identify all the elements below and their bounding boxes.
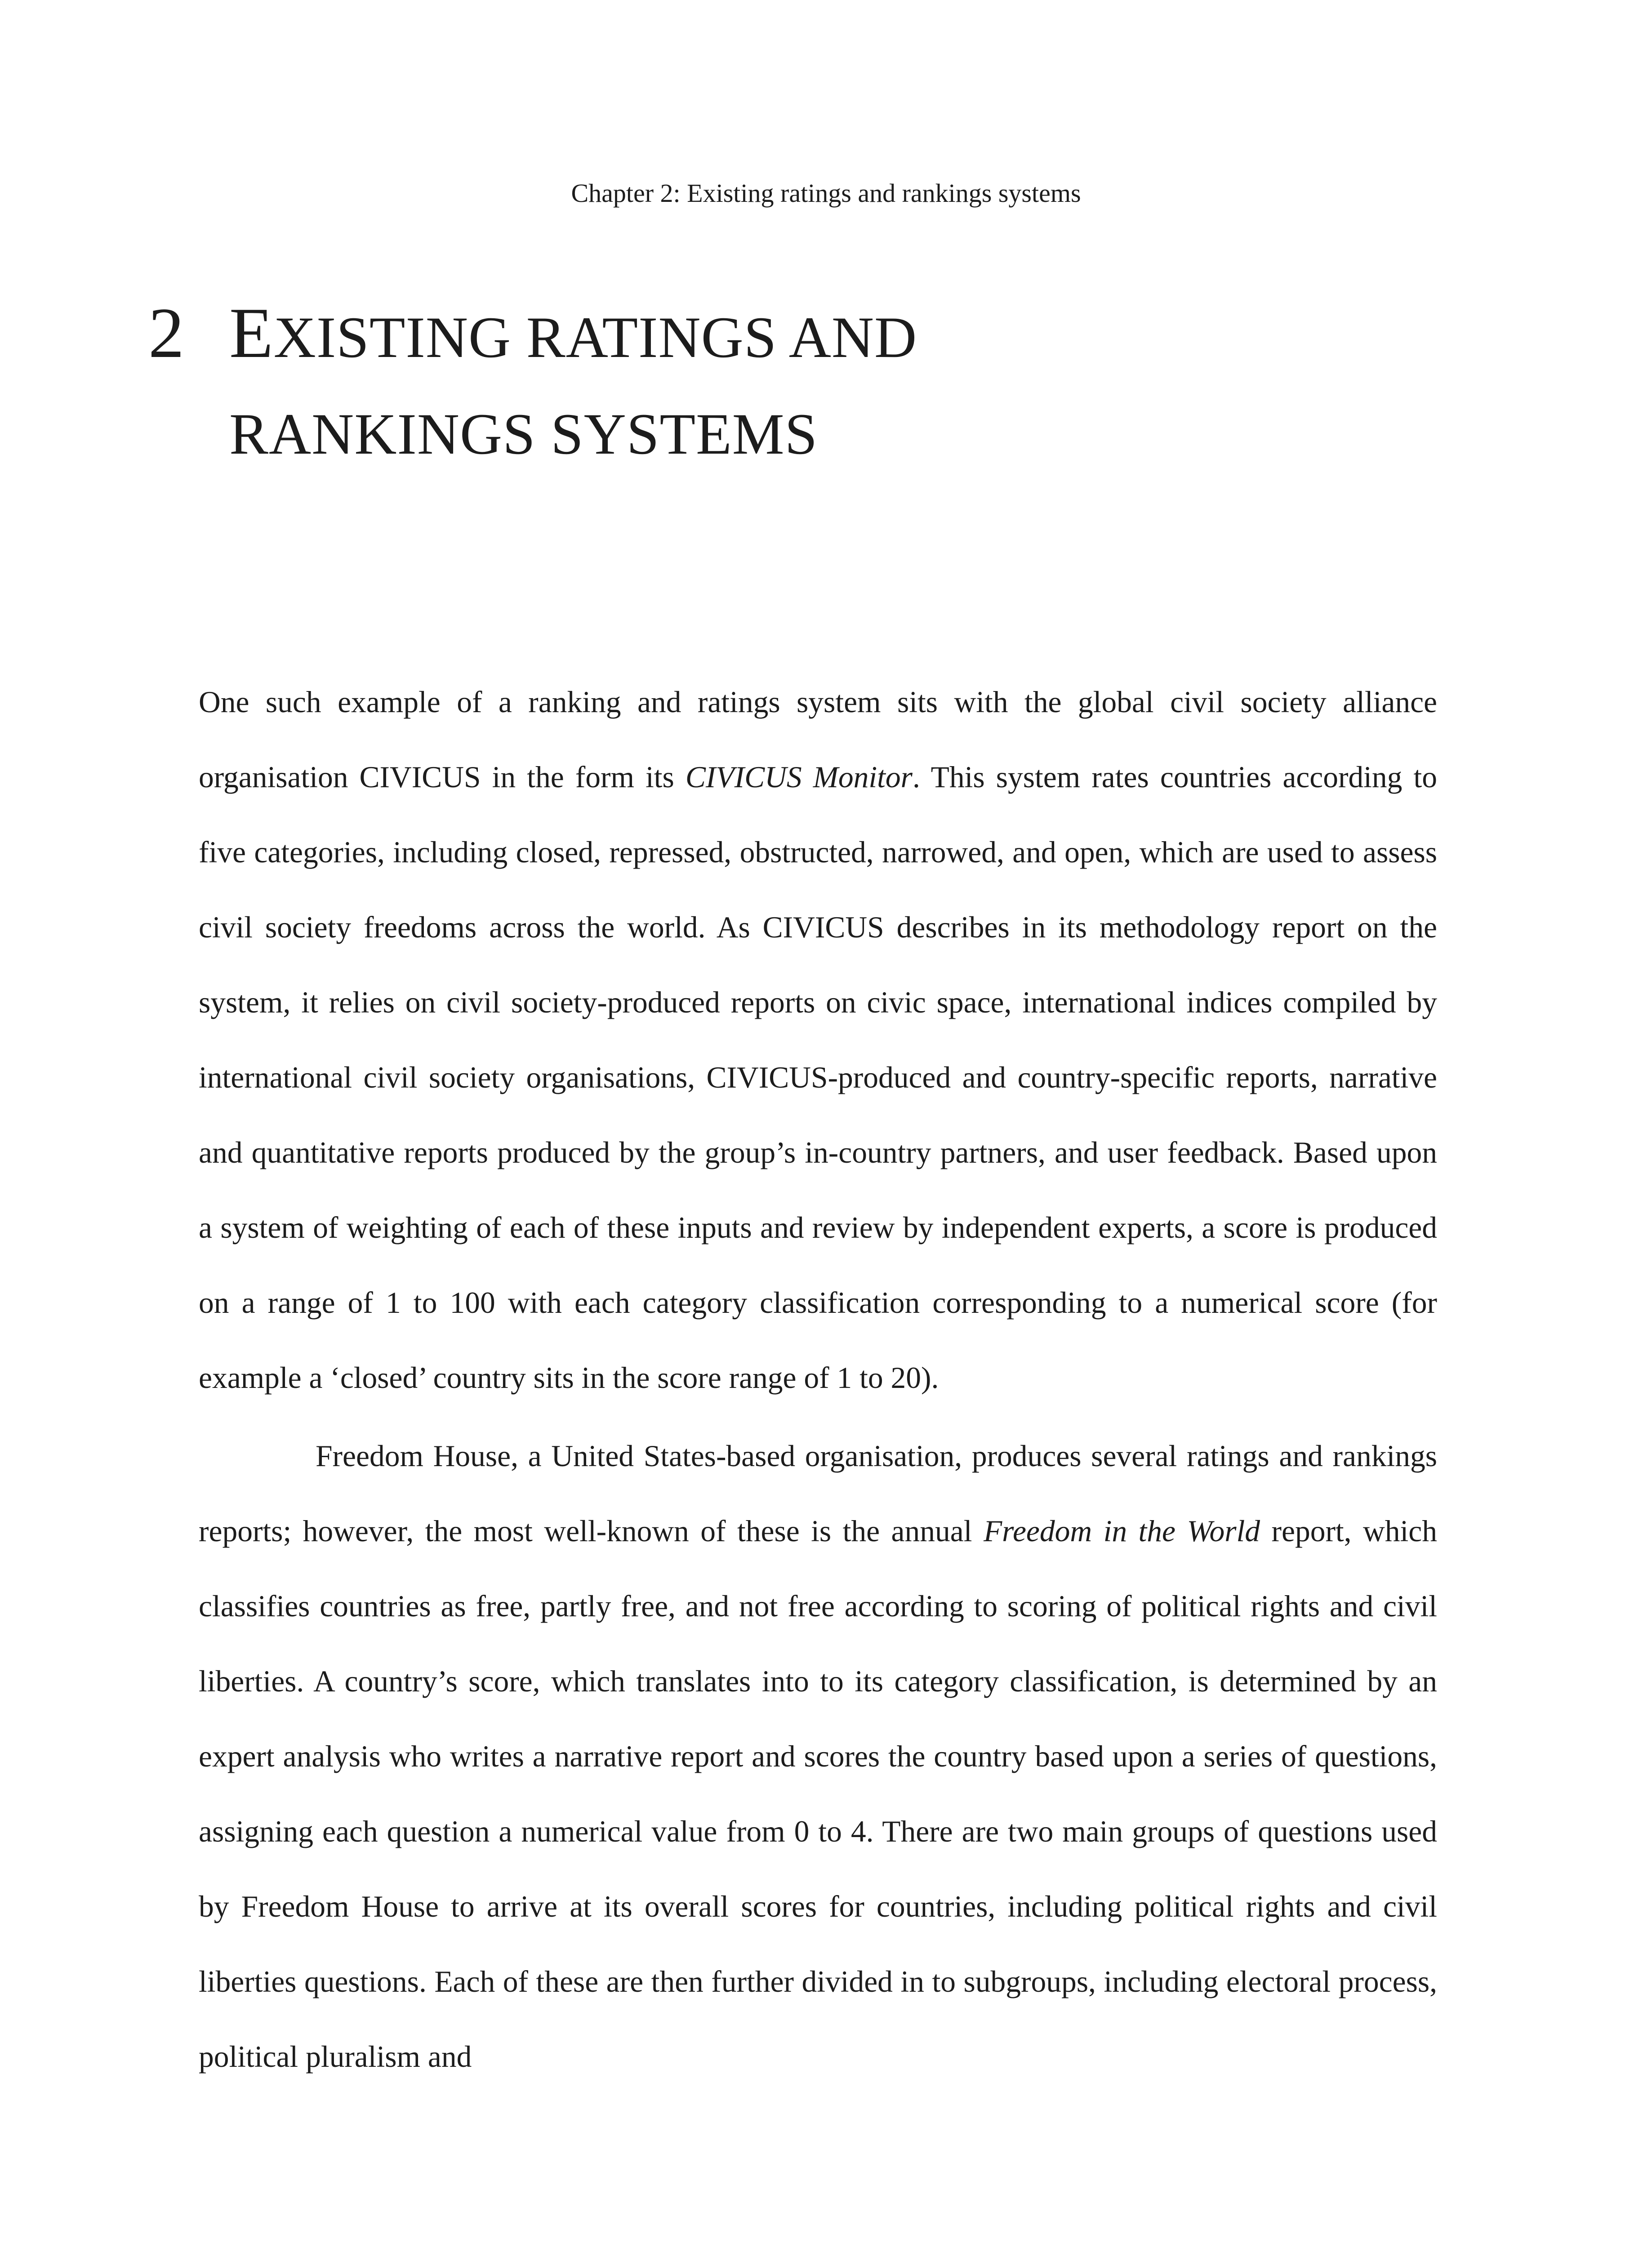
chapter-title — [148, 288, 1452, 479]
chapter-title-initial: E — [229, 293, 274, 373]
paragraph-text: report, which classifies countries as free, partly free, and not free according to scoring of political rights and civil liberties. A country’s score, which translates into to its category classification, is determined by an expert analysis who writes a narrative report and scores the country based upon a series of questions, assigning each question a numerical value from 0 to 4. There are two main groups of questions used by Freedom House to arrive at its overall scores for countries, including political rights and civil liberties questions. Each of these are then further divided in to subgroups, including electoral process, political pluralism and — [199, 1514, 1437, 2074]
chapter-title-line-1 — [148, 293, 917, 373]
chapter-number: 2 — [148, 293, 185, 373]
paragraph-text: . This system rates countries according to five categories, including closed, repressed, obstructed, narrowed, and open, which are used to assess civil society freedoms across the world. As CIVICUS describes in its methodology report on the system, it relies on civil society-produced reports on civic space, international indices compiled by international civil society organisations, CIVICUS-produced and country-specific reports, narrative and quantitative reports produced by the group’s in-country partners, and user feedback. Based upon a system of weighting of each of these inputs and review by independent experts, a score is produced on a range of 1 to 100 with each category classification corresponding to a numerical score (for example a ‘closed’ country sits in the score range of 1 to 20). — [199, 760, 1438, 1395]
body-text — [199, 665, 1437, 2094]
paragraph-text: Freedom House, a United States-based organisation, produces several ratings and rankings reports; however, the most well-known of these is the annual — [199, 1439, 1437, 1548]
chapter-title-line-1-rest: XISTING RATINGS AND — [273, 305, 917, 370]
chapter-title-line-2: RANKINGS SYSTEMS — [229, 402, 818, 467]
paragraph-text: One such example of a ranking and ratings system sits with the global civil society alliance organisation CIVICUS in the form its — [199, 685, 1437, 794]
paragraph-civicus — [199, 665, 1437, 1415]
publication-title: CIVICUS Monitor — [685, 760, 913, 794]
publication-title: Freedom in the World — [983, 1514, 1260, 1548]
running-header: Chapter 2: Existing ratings and rankings systems — [571, 178, 1081, 208]
paragraph-freedom-house — [199, 1418, 1437, 2094]
